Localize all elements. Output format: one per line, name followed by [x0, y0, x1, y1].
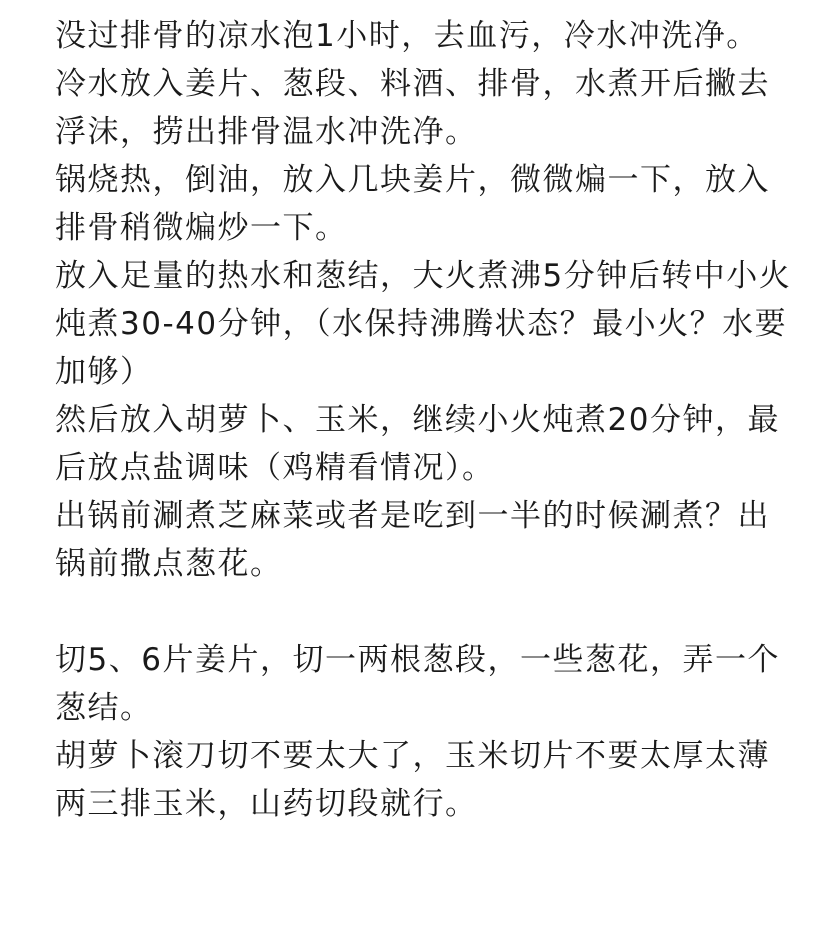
note-paragraph: 胡萝卜滚刀切不要太大了，玉米切片不要太厚太薄两三排玉米，山药切段就行。 [55, 738, 770, 822]
note-paragraph: 切5、6片姜片，切一两根葱段，一些葱花，弄一个葱结。 [55, 642, 780, 726]
note-paragraph: 放入足量的热水和葱结，大火煮沸5分钟后转中小火炖煮30-40分钟，（水保持沸腾状态？最小火？水要加够） [55, 258, 792, 390]
note-body [55, 12, 800, 828]
note-paragraph: 锅烧热，倒油，放入几块姜片，微微煸一下，放入排骨稍微煸炒一下。 [55, 162, 770, 246]
note-paragraph: 没过排骨的凉水泡1小时，去血污，冷水冲洗净。 [55, 18, 759, 54]
note-paragraph: 然后放入胡萝卜、玉米，继续小火炖煮20分钟，最后放点盐调味（鸡精看情况）。 [55, 402, 780, 486]
paragraph-gap [55, 588, 800, 636]
note-paragraph: 出锅前涮煮芝麻菜或者是吃到一半的时候涮煮？出锅前撒点葱花。 [55, 498, 770, 582]
note-paragraph: 冷水放入姜片、葱段、料酒、排骨，水煮开后撇去浮沫，捞出排骨温水冲洗净。 [55, 66, 770, 150]
